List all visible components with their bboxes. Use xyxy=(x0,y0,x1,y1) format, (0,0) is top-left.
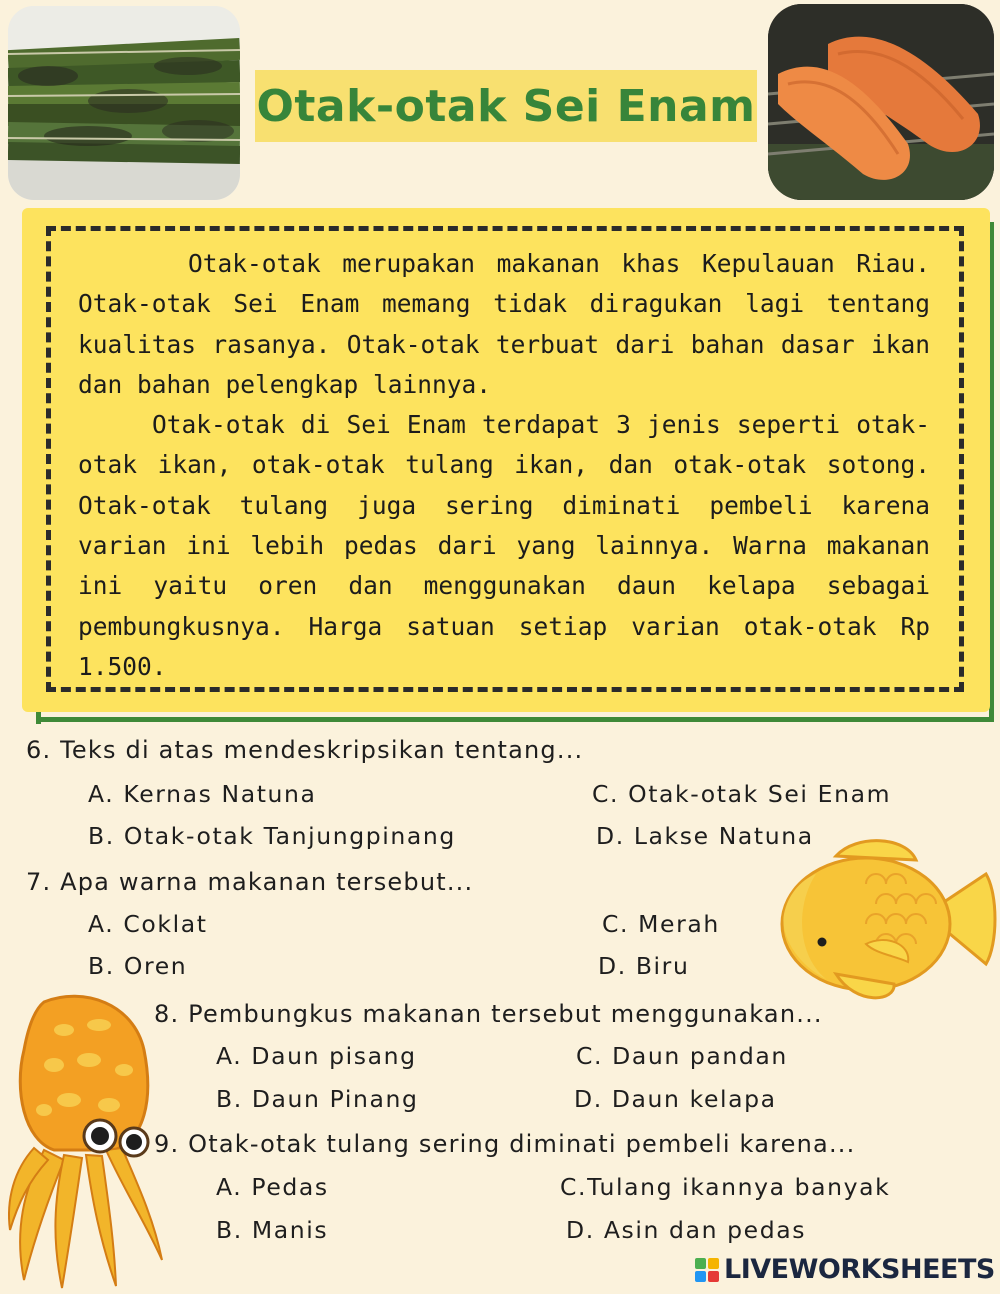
q9-option-d[interactable]: D. Asin dan pedas xyxy=(566,1216,807,1244)
question-6: 6. Teks di atas mendeskripsikan tentang... xyxy=(26,736,584,764)
q6-option-a[interactable]: A. Kernas Natuna xyxy=(88,780,317,808)
passage-paragraph-1: Otak-otak merupakan makanan khas Kepulauan Riau. Otak-otak Sei Enam memang tidak diragukan lagi tentang kualitas rasanya. Otak-otak terbuat dari bahan dasar ikan dan bahan pelengkap lainnya. xyxy=(78,249,930,399)
q7-option-b[interactable]: B. Oren xyxy=(88,952,188,980)
question-9: 9. Otak-otak tulang sering diminati pembeli karena... xyxy=(154,1130,856,1158)
passage-paragraph-2: Otak-otak di Sei Enam terdapat 3 jenis seperti otak-otak ikan, otak-otak tulang ikan, dan otak-otak sotong. Otak-otak tulang juga sering diminati pembeli karena varian ini lebih pedas dari yang lainnya. Warna makanan ini yaitu oren dan menggunakan daun kelapa sebagai pembungkusnya. Harga satuan setiap varian otak-otak Rp 1.500. xyxy=(78,410,930,681)
q9-option-b[interactable]: B. Manis xyxy=(216,1216,329,1244)
liveworksheets-logo-icon xyxy=(694,1257,720,1283)
q8-option-b[interactable]: B. Daun Pinang xyxy=(216,1085,419,1113)
reading-passage xyxy=(78,244,930,687)
q9-option-a[interactable]: A. Pedas xyxy=(216,1173,329,1201)
watermark-text: LIVEWORKSHEETS xyxy=(724,1254,995,1285)
q6-option-b[interactable]: B. Otak-otak Tanjungpinang xyxy=(88,822,456,850)
q8-option-d[interactable]: D. Daun kelapa xyxy=(574,1085,777,1113)
q8-option-c[interactable]: C. Daun pandan xyxy=(576,1042,788,1070)
liveworksheets-watermark[interactable] xyxy=(694,1254,995,1285)
page-title: Otak-otak Sei Enam xyxy=(256,80,756,132)
q7-option-d[interactable]: D. Biru xyxy=(598,952,690,980)
q6-option-c[interactable]: C. Otak-otak Sei Enam xyxy=(592,780,892,808)
squid-cartoon xyxy=(4,990,174,1290)
q8-option-a[interactable]: A. Daun pisang xyxy=(216,1042,417,1070)
photo-unwrapped-otak-otak xyxy=(768,4,994,200)
question-7: 7. Apa warna makanan tersebut... xyxy=(26,868,474,896)
q7-option-a[interactable]: A. Coklat xyxy=(88,910,208,938)
q6-option-d[interactable]: D. Lakse Natuna xyxy=(596,822,814,850)
question-8: 8. Pembungkus makanan tersebut menggunakan... xyxy=(154,1000,823,1028)
photo-wrapped-otak-otak xyxy=(8,6,240,200)
q7-option-c[interactable]: C. Merah xyxy=(602,910,720,938)
q9-option-c[interactable]: C.Tulang ikannya banyak xyxy=(560,1173,891,1201)
fish-cartoon xyxy=(776,834,998,1006)
